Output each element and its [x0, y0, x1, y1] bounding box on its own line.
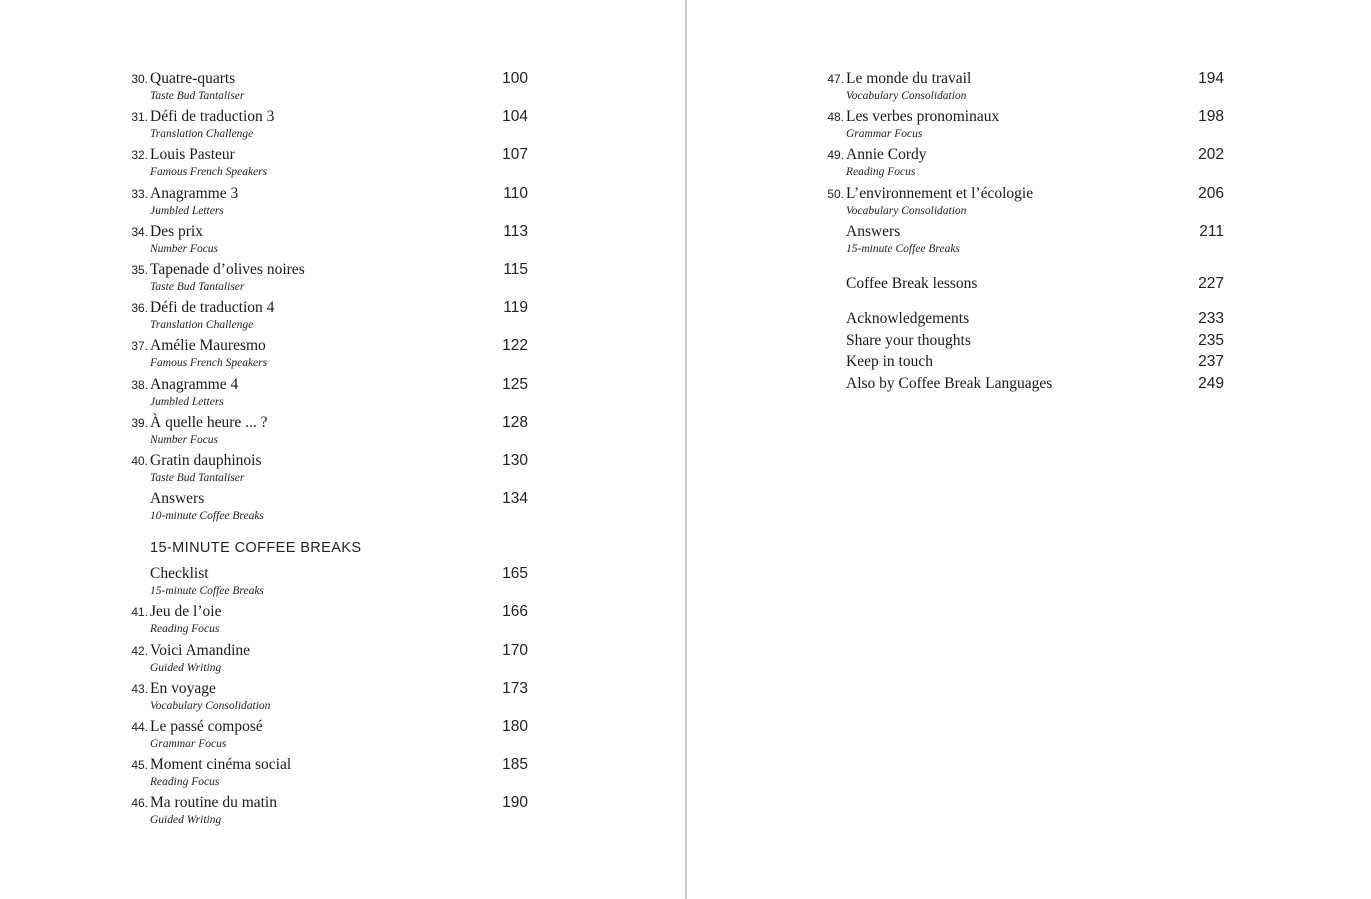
toc-entry[interactable] [128, 679, 528, 717]
toc-entry-page: 249 [1198, 374, 1224, 392]
toc-entry-page: 233 [1198, 310, 1224, 328]
toc-entry-category: Reading Focus [846, 166, 916, 179]
toc-entry-page: 185 [502, 756, 528, 774]
toc-list-10-minute [128, 69, 528, 527]
toc-entry-category: Taste Bud Tantaliser [150, 90, 245, 102]
toc-entry-title: Voici Amandine [150, 641, 251, 659]
toc-entry-title: Le passé composé [150, 718, 263, 735]
toc-entry-title: À quelle heure ... ? [150, 413, 268, 431]
toc-entry-page: 198 [1198, 108, 1224, 126]
toc-entry[interactable] [128, 375, 528, 413]
toc-entry-title: Keep in touch [846, 353, 933, 371]
toc-entry-category: Vocabulary Consolidation [846, 204, 967, 217]
toc-entry-number: 41. [131, 605, 148, 620]
toc-entry-title: Défi de traduction 4 [150, 299, 275, 317]
toc-entry-page: 206 [1198, 184, 1224, 202]
toc-entry-category: 15-minute Coffee Breaks [846, 242, 960, 255]
toc-entry-number: 34. [131, 224, 148, 239]
toc-entry-category: Reading Focus [150, 623, 220, 636]
toc-entry-page: 227 [1198, 274, 1224, 292]
toc-entry[interactable] [128, 641, 528, 679]
toc-entry-category: Translation Challenge [150, 319, 254, 332]
toc-entry-category: Famous French Speakers [150, 166, 268, 179]
toc-entry-title: Answers [846, 222, 901, 240]
toc-entry[interactable] [128, 69, 528, 107]
toc-entry-number: 45. [131, 758, 148, 773]
toc-entry-page: 166 [502, 603, 528, 621]
section-heading: 15-MINUTE COFFEE BREAKS [150, 540, 362, 557]
toc-entry-category: Grammar Focus [846, 128, 923, 141]
toc-entry-title: Coffee Break lessons [846, 274, 978, 292]
toc-entry-number: 48. [827, 110, 844, 125]
toc-entry-category: Guided Writing [150, 814, 222, 827]
toc-entry-number: 36. [131, 301, 148, 316]
toc-entry-number: 46. [131, 796, 148, 811]
toc-entry-number: 44. [131, 720, 148, 734]
toc-entry-title: Also by Coffee Break Languages [846, 374, 1053, 392]
toc-entry-title: En voyage [150, 679, 216, 697]
toc-entry-category: 15-minute Coffee Breaks [150, 585, 264, 598]
toc-entry-page: 130 [502, 451, 528, 469]
toc-entry[interactable] [128, 717, 528, 755]
toc-entry-category: Taste Bud Tantaliser [150, 471, 245, 484]
toc-entry[interactable] [824, 374, 1224, 396]
toc-entry-page: 107 [502, 146, 528, 164]
toc-entry[interactable] [824, 184, 1224, 222]
toc-entry-category: Jumbled Letters [150, 204, 224, 217]
toc-entry-page: 170 [502, 641, 528, 659]
toc-entry-page: 194 [1198, 70, 1224, 87]
toc-entry[interactable] [128, 298, 528, 336]
page-gutter-divider [685, 0, 687, 899]
toc-entry-page: 190 [502, 794, 528, 812]
toc-entry[interactable] [128, 222, 528, 260]
toc-back-matter [824, 309, 1224, 395]
toc-entry-title: Gratin dauphinois [150, 451, 262, 469]
toc-entry[interactable] [128, 184, 528, 222]
toc-left-page [128, 69, 528, 832]
toc-entry-number: 40. [131, 453, 148, 468]
toc-entry[interactable] [128, 602, 528, 640]
toc-entry-page: 237 [1198, 353, 1224, 371]
toc-entry-number: 35. [131, 262, 148, 277]
toc-entry-category: Grammar Focus [150, 738, 227, 750]
toc-entry-number: 47. [827, 72, 844, 86]
toc-entry-page: 180 [502, 718, 528, 735]
toc-entry-title: Louis Pasteur [150, 146, 235, 164]
toc-entry-title: Share your thoughts [846, 331, 971, 349]
toc-entry[interactable] [128, 336, 528, 374]
toc-entry-number: 49. [827, 148, 844, 163]
toc-entry-category: Taste Bud Tantaliser [150, 280, 245, 293]
toc-entry-category: Jumbled Letters [150, 395, 224, 408]
toc-entry-category: Number Focus [150, 433, 219, 446]
toc-entry-number: 43. [131, 681, 148, 696]
toc-entry[interactable] [824, 331, 1224, 353]
toc-entry[interactable] [128, 489, 528, 527]
toc-entry-number: 39. [131, 415, 148, 430]
toc-entry-title: Jeu de l’oie [150, 603, 222, 621]
toc-entry-page: 119 [503, 299, 528, 317]
toc-entry-page: 128 [502, 413, 528, 431]
toc-entry[interactable] [128, 260, 528, 298]
toc-entry-category: Translation Challenge [150, 128, 254, 141]
toc-entry[interactable] [824, 309, 1224, 331]
toc-entry-category: Reading Focus [150, 776, 220, 789]
toc-entry-title: Answers [150, 490, 205, 508]
toc-entry-title: Annie Cordy [846, 146, 927, 164]
toc-entry-title: Amélie Mauresmo [150, 337, 266, 355]
toc-entry[interactable] [128, 107, 528, 145]
toc-entry-page: 100 [502, 70, 528, 87]
toc-list-continued [824, 69, 1224, 260]
toc-entry-page: 134 [502, 490, 528, 508]
toc-entry-number: 33. [131, 186, 148, 201]
toc-entry[interactable] [824, 107, 1224, 145]
toc-entry-title: Quatre-quarts [150, 70, 236, 87]
toc-entry[interactable] [128, 793, 528, 831]
toc-entry-page: 202 [1198, 146, 1224, 164]
toc-entry-number: 38. [131, 377, 148, 392]
toc-entry-category: Vocabulary Consolidation [846, 90, 967, 102]
toc-entry-number: 50. [827, 186, 844, 201]
toc-entry-category: Guided Writing [150, 661, 222, 674]
toc-entry[interactable] [128, 564, 528, 602]
toc-entry-title: Tapenade d’olives noires [150, 260, 305, 278]
toc-entry-title: Ma routine du matin [150, 794, 277, 812]
toc-entry-number: 32. [131, 148, 148, 163]
toc-entry-title: L’environnement et l’écologie [846, 184, 1034, 202]
toc-entry-number: 30. [131, 72, 148, 86]
toc-entry-page: 104 [502, 108, 528, 126]
toc-entry-title: Checklist [150, 565, 209, 583]
toc-entry-title: Le monde du travail [846, 70, 972, 87]
toc-entry-page: 173 [502, 679, 528, 697]
toc-right-page [824, 69, 1224, 395]
toc-entry-title: Défi de traduction 3 [150, 108, 275, 126]
toc-entry-title: Des prix [150, 222, 203, 240]
toc-entry[interactable] [824, 145, 1224, 183]
toc-list-15-minute [128, 564, 528, 831]
toc-entry-category: Vocabulary Consolidation [150, 699, 271, 712]
toc-entry-category: Famous French Speakers [150, 357, 268, 370]
toc-entry-title: Anagramme 3 [150, 184, 239, 202]
toc-entry-page: 115 [503, 260, 528, 278]
toc-entry[interactable] [824, 352, 1224, 374]
toc-entry-title: Anagramme 4 [150, 375, 239, 393]
toc-entry-page: 110 [503, 184, 528, 202]
toc-entry[interactable] [128, 755, 528, 793]
toc-entry-number: 42. [131, 643, 148, 658]
toc-entry-page: 125 [502, 375, 528, 393]
toc-entry[interactable] [128, 145, 528, 183]
toc-entry-title: Les verbes pronominaux [846, 108, 1000, 126]
toc-entry-number: 31. [131, 110, 148, 125]
toc-entry[interactable] [824, 222, 1224, 260]
toc-entry-number: 37. [131, 339, 148, 354]
toc-entry-lessons[interactable] [824, 274, 1224, 296]
toc-entry-page: 113 [503, 222, 528, 240]
toc-entry-page: 235 [1198, 331, 1224, 349]
toc-entry[interactable] [128, 413, 528, 451]
toc-entry-title: Acknowledgements [846, 310, 970, 328]
toc-entry-page: 165 [502, 565, 528, 583]
toc-entry[interactable] [128, 451, 528, 489]
toc-entry-category: Number Focus [150, 242, 219, 255]
toc-entry-title: Moment cinéma social [150, 756, 292, 774]
toc-entry-page: 122 [502, 337, 528, 355]
toc-entry-category: 10-minute Coffee Breaks [150, 510, 264, 523]
toc-entry[interactable] [824, 69, 1224, 107]
toc-entry-page: 211 [1199, 222, 1224, 240]
